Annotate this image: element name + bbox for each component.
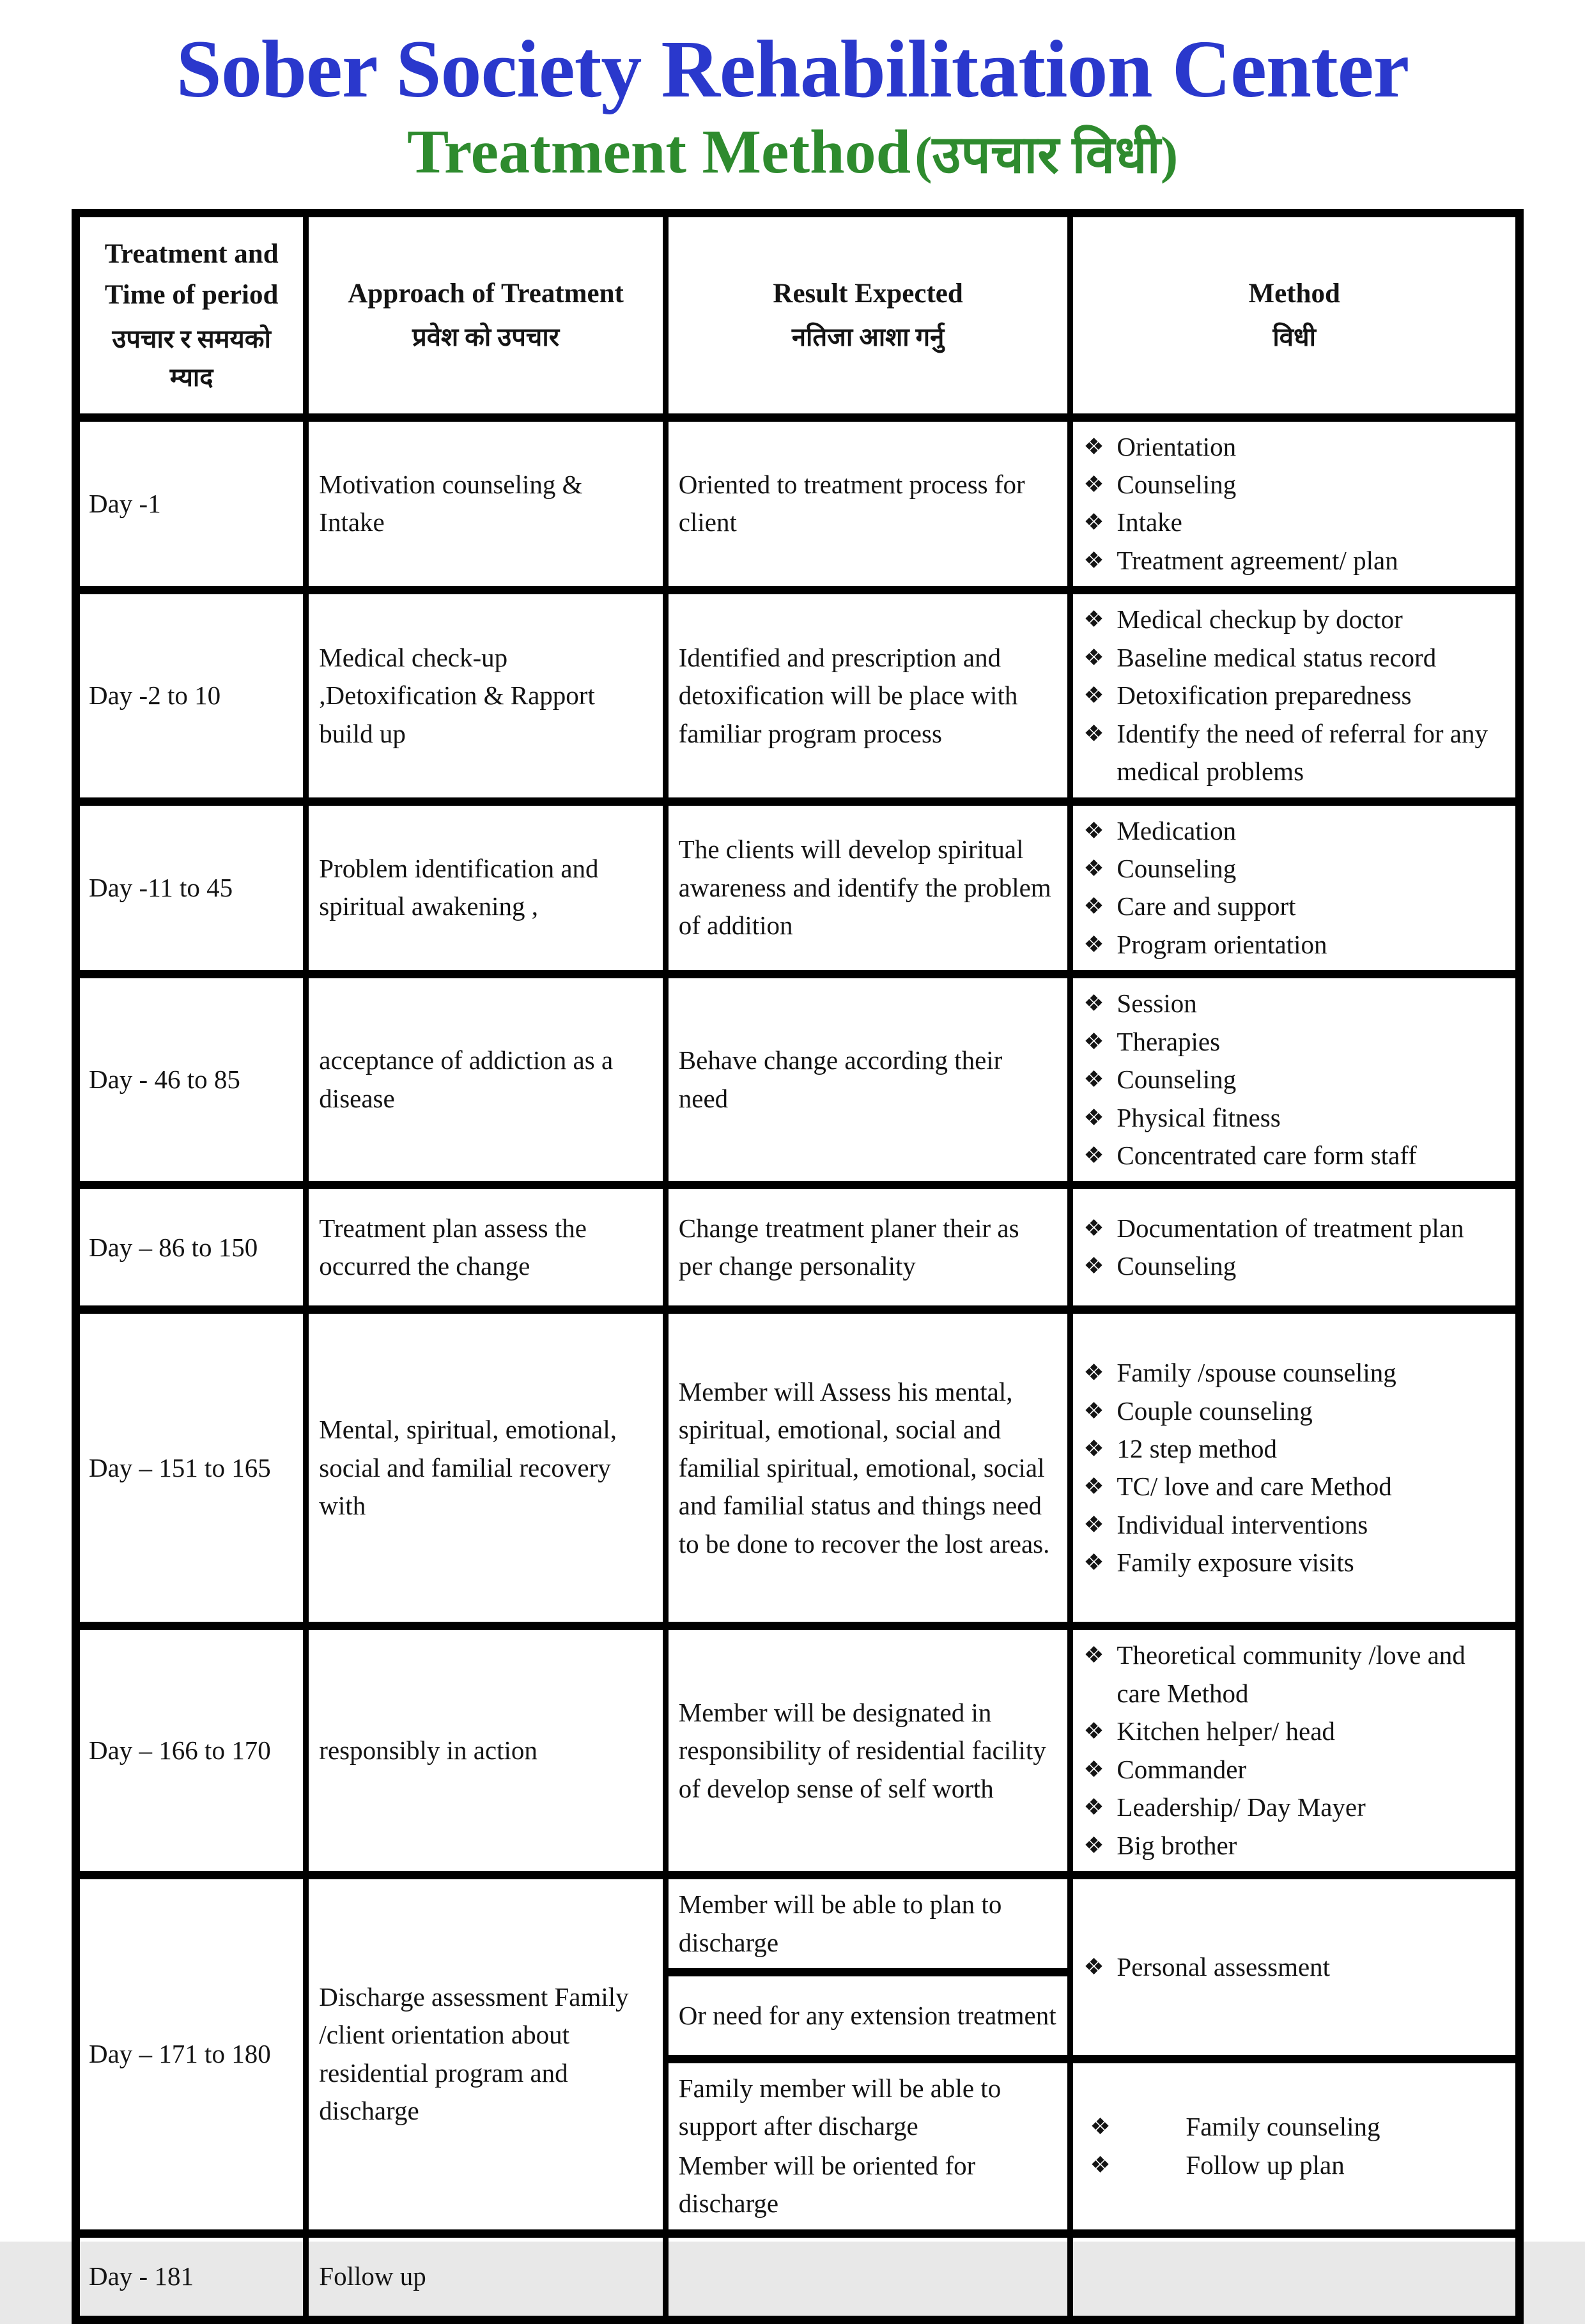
method-label: Concentrated care form staff: [1117, 1141, 1417, 1171]
diamond-bullet-icon: ❖: [1083, 433, 1104, 459]
row-approach: [306, 590, 665, 801]
method-item: [1083, 1789, 1505, 1826]
row-methods: [1071, 1185, 1520, 1310]
column-header-nepali: नतिजा आशा गर्नु: [791, 323, 945, 352]
row-period: [76, 590, 306, 801]
method-label: Identify the need of referral for any medical problems: [1117, 718, 1488, 787]
column-header-english: Result Expected: [773, 278, 963, 309]
row-methods: [1071, 1875, 1520, 2059]
method-item: [1083, 2146, 1505, 2184]
method-item: [1083, 1468, 1505, 1505]
method-list: [1083, 1948, 1505, 1986]
diamond-bullet-icon: ❖: [1090, 2151, 1111, 2178]
method-label: Personal assessment: [1117, 1951, 1331, 1982]
table-row: [76, 1626, 1520, 1875]
header-row: [76, 213, 1520, 417]
method-item: [1083, 1099, 1505, 1137]
row-period: [76, 1310, 306, 1626]
method-label: Family /spouse counseling: [1117, 1358, 1396, 1388]
column-header-1: [76, 213, 306, 417]
method-item: [1083, 466, 1505, 504]
method-label: Counseling: [1117, 1065, 1237, 1095]
row-approach-text: responsibly in action: [319, 1735, 537, 1766]
method-item: [1083, 1948, 1505, 1986]
column-header-nepali: विधी: [1272, 323, 1316, 352]
row-methods: [1071, 1626, 1520, 1875]
method-item: [1083, 1430, 1505, 1468]
table-row: [76, 2233, 1520, 2320]
method-item: [1083, 926, 1505, 964]
method-label: Program orientation: [1117, 929, 1327, 959]
method-label: Big brother: [1117, 1830, 1237, 1860]
row-approach-text: Mental, spiritual, emotional, social and familial recovery with: [319, 1415, 617, 1521]
diamond-bullet-icon: ❖: [1083, 682, 1104, 709]
method-item: [1083, 1544, 1505, 1581]
row-approach: [306, 1875, 665, 2234]
method-item: [1083, 1137, 1505, 1174]
diamond-bullet-icon: ❖: [1083, 1756, 1104, 1782]
table-row: [76, 1875, 1520, 1973]
method-list: [1083, 812, 1505, 964]
page-subtitle: [0, 114, 1585, 187]
subtitle-english: Treatment Method: [406, 117, 911, 187]
page-title: Sober Society Rehabilitation Center: [176, 24, 1409, 114]
diamond-bullet-icon: ❖: [1083, 990, 1104, 1017]
diamond-bullet-icon: ❖: [1083, 1066, 1104, 1093]
row-period: [76, 801, 306, 974]
diamond-bullet-icon: ❖: [1083, 1436, 1104, 1462]
column-header-3: [665, 213, 1071, 417]
method-label: Counseling: [1117, 853, 1237, 883]
method-item: [1083, 1506, 1505, 1544]
column-header-english: Treatment and Time of period: [104, 238, 279, 311]
method-label: Counseling: [1117, 1251, 1237, 1281]
row-methods: [1071, 590, 1520, 801]
method-item: [1083, 1751, 1505, 1789]
row-result-text: Behave change according their need: [678, 1045, 1003, 1113]
method-item: [1083, 850, 1505, 888]
diamond-bullet-icon: ❖: [1083, 1718, 1104, 1744]
method-item: [1083, 428, 1505, 466]
diamond-bullet-icon: ❖: [1083, 1360, 1104, 1386]
row-period: [76, 1875, 306, 2234]
row-approach: [306, 1626, 665, 1875]
row-period-text: Day - 181: [89, 2261, 194, 2291]
diamond-bullet-icon: ❖: [1083, 509, 1104, 535]
row-period-text: Day -11 to 45: [89, 872, 233, 902]
row-period: [76, 1626, 306, 1875]
row-result: [665, 1185, 1071, 1310]
diamond-bullet-icon: ❖: [1083, 606, 1104, 633]
row-methods: [1071, 974, 1520, 1185]
row-result-text: Member will be designated in responsibility of residential facility of develop sense of self worth: [678, 1697, 1046, 1803]
method-label: Physical fitness: [1117, 1102, 1281, 1132]
method-label: Family counseling: [1186, 2112, 1380, 2142]
method-label: Leadership/ Day Mayer: [1117, 1792, 1366, 1822]
table-row: [76, 590, 1520, 801]
row-approach: [306, 2233, 665, 2320]
row-result: [665, 417, 1071, 590]
method-item: [1083, 677, 1505, 714]
row-period-text: Day – 151 to 165: [89, 1452, 271, 1482]
column-header-4: [1071, 213, 1520, 417]
row-result-text: Member will Assess his mental, spiritual, emotional, social and familial spiritual, emotional, social and familial status and things need to be done to recover the lost areas.: [678, 1376, 1050, 1558]
method-item: [1083, 1210, 1505, 1247]
table-head: [76, 213, 1520, 417]
diamond-bullet-icon: ❖: [1083, 1550, 1104, 1576]
diamond-bullet-icon: ❖: [1083, 931, 1104, 957]
method-item: [1083, 542, 1505, 580]
method-list: [1083, 2108, 1505, 2184]
row-result: [665, 2233, 1071, 2320]
method-label: Session: [1117, 989, 1197, 1019]
diamond-bullet-icon: ❖: [1083, 1253, 1104, 1279]
row-period-text: Day – 171 to 180: [89, 2039, 271, 2069]
method-label: Care and support: [1117, 891, 1296, 921]
diamond-bullet-icon: ❖: [1083, 1104, 1104, 1130]
row-period-text: Day – 86 to 150: [89, 1232, 258, 1262]
row-period-text: Day – 166 to 170: [89, 1735, 271, 1766]
row-approach: [306, 417, 665, 590]
method-label: Intake: [1117, 507, 1182, 537]
diamond-bullet-icon: ❖: [1083, 1028, 1104, 1054]
row-approach: [306, 1310, 665, 1626]
row-period: [76, 2233, 306, 2320]
method-item: [1083, 1636, 1505, 1712]
method-label: Baseline medical status record: [1117, 642, 1437, 672]
method-item: [1083, 1354, 1505, 1392]
method-item: [1083, 985, 1505, 1022]
row-period: [76, 974, 306, 1185]
method-item: [1083, 715, 1505, 791]
method-list: [1083, 601, 1505, 790]
method-label: Documentation of treatment plan: [1117, 1213, 1464, 1243]
row-result-text: Identified and prescription and detoxification will be place with familiar program process: [678, 642, 1018, 748]
row-approach: [306, 801, 665, 974]
diamond-bullet-icon: ❖: [1090, 2114, 1111, 2140]
row-result: [665, 590, 1071, 801]
row-result: [665, 974, 1071, 1185]
method-list: [1083, 428, 1505, 580]
row-approach-text: Follow up: [319, 2261, 426, 2291]
diamond-bullet-icon: ❖: [1083, 547, 1104, 573]
diamond-bullet-icon: ❖: [1083, 1642, 1104, 1668]
method-item: [1083, 812, 1505, 850]
row-approach-text: Discharge assessment Family /client orientation about residential program and discharge: [319, 1982, 629, 2126]
row-result: [665, 1310, 1071, 1626]
row-period: [76, 1185, 306, 1310]
method-item: [1083, 888, 1505, 925]
column-header-nepali: उपचार र समयको म्याद: [112, 324, 271, 392]
method-label: Counseling: [1117, 470, 1237, 500]
diamond-bullet-icon: ❖: [1083, 1143, 1104, 1169]
subtitle-nepali: (उपचार विधी): [915, 125, 1179, 184]
row-approach-text: Treatment plan assess the occurred the change: [319, 1213, 587, 1281]
table-row: [76, 801, 1520, 974]
row-period-text: Day -2 to 10: [89, 681, 221, 711]
method-label: Couple counseling: [1117, 1396, 1313, 1426]
method-item: [1083, 1247, 1505, 1285]
diamond-bullet-icon: ❖: [1083, 893, 1104, 920]
row-result-text: Change treatment planer their as per change personality: [678, 1213, 1019, 1281]
row-approach: [306, 1185, 665, 1310]
method-label: 12 step method: [1117, 1434, 1277, 1464]
row-result-text: Oriented to treatment process for client: [678, 470, 1025, 537]
method-list: [1083, 1636, 1505, 1865]
row-result-text: Family member will be able to support after discharge: [678, 2073, 1001, 2141]
row-result: [665, 1626, 1071, 1875]
table-row: [76, 1185, 1520, 1310]
row-result: [665, 1875, 1071, 1973]
diamond-bullet-icon: ❖: [1083, 720, 1104, 746]
method-label: TC/ love and care Method: [1117, 1472, 1392, 1502]
diamond-bullet-icon: ❖: [1083, 1397, 1104, 1424]
diamond-bullet-icon: ❖: [1083, 1215, 1104, 1242]
method-label: Treatment agreement/ plan: [1117, 545, 1398, 575]
diamond-bullet-icon: ❖: [1083, 817, 1104, 843]
row-approach-text: acceptance of addiction as a disease: [319, 1045, 614, 1113]
row-methods: [1071, 801, 1520, 974]
column-header-english: Approach of Treatment: [348, 278, 624, 309]
row-methods: [1071, 2059, 1520, 2233]
method-label: Detoxification preparedness: [1117, 681, 1412, 711]
row-result: [665, 2059, 1071, 2233]
row-result-text: The clients will develop spiritual awareness and identify the problem of addition: [678, 835, 1051, 941]
diamond-bullet-icon: ❖: [1083, 1511, 1104, 1537]
method-list: [1083, 985, 1505, 1174]
row-approach-text: Motivation counseling & Intake: [319, 470, 583, 537]
method-item: [1083, 1712, 1505, 1750]
column-header-2: [306, 213, 665, 417]
method-label: Family exposure visits: [1117, 1548, 1354, 1578]
method-label: Kitchen helper/ head: [1117, 1716, 1335, 1746]
method-item: [1083, 601, 1505, 638]
row-methods: [1071, 417, 1520, 590]
row-period-text: Day - 46 to 85: [89, 1065, 240, 1095]
row-result: [665, 1972, 1071, 2059]
row-result: [665, 801, 1071, 974]
method-item: [1083, 2108, 1505, 2146]
row-approach: [306, 974, 665, 1185]
table-row: [76, 1310, 1520, 1626]
diamond-bullet-icon: ❖: [1083, 1474, 1104, 1500]
method-list: [1083, 1354, 1505, 1582]
table-row: [76, 417, 1520, 590]
row-approach-text: Problem identification and spiritual awakening ,: [319, 853, 599, 921]
method-item: [1083, 1061, 1505, 1098]
treatment-table: [72, 209, 1524, 2324]
method-list: [1083, 1210, 1505, 1286]
method-item: [1083, 1023, 1505, 1061]
method-label: Therapies: [1117, 1026, 1221, 1056]
column-header-english: Method: [1248, 278, 1340, 309]
row-methods: [1071, 2233, 1520, 2320]
diamond-bullet-icon: ❖: [1083, 1832, 1104, 1858]
method-label: Medical checkup by doctor: [1117, 604, 1403, 635]
method-label: Theoretical community /love and care Method: [1117, 1640, 1465, 1708]
row-result-text: Or need for any extension treatment: [678, 2000, 1056, 2030]
method-label: Commander: [1117, 1754, 1247, 1784]
method-label: Medication: [1117, 815, 1237, 845]
row-period-text: Day -1: [89, 488, 161, 518]
method-item: [1083, 1827, 1505, 1865]
diamond-bullet-icon: ❖: [1083, 644, 1104, 670]
table-row: [76, 974, 1520, 1185]
method-label: Individual interventions: [1117, 1509, 1368, 1539]
method-label: Follow up plan: [1186, 2150, 1345, 2180]
diamond-bullet-icon: ❖: [1083, 1953, 1104, 1980]
row-result-text: Member will be oriented for discharge: [678, 2150, 976, 2219]
method-item: [1083, 1392, 1505, 1430]
diamond-bullet-icon: ❖: [1083, 1794, 1104, 1820]
row-methods: [1071, 1310, 1520, 1626]
row-result-text: Member will be able to plan to discharge: [678, 1889, 1002, 1957]
method-item: [1083, 639, 1505, 677]
diamond-bullet-icon: ❖: [1083, 855, 1104, 881]
column-header-nepali: प्रवेश को उपचार: [412, 323, 560, 352]
row-approach-text: Medical check-up ,Detoxification & Rapport build up: [319, 642, 595, 748]
diamond-bullet-icon: ❖: [1083, 472, 1104, 498]
row-period: [76, 417, 306, 590]
method-item: [1083, 504, 1505, 541]
table-body: [76, 417, 1520, 2320]
method-label: Orientation: [1117, 431, 1237, 461]
